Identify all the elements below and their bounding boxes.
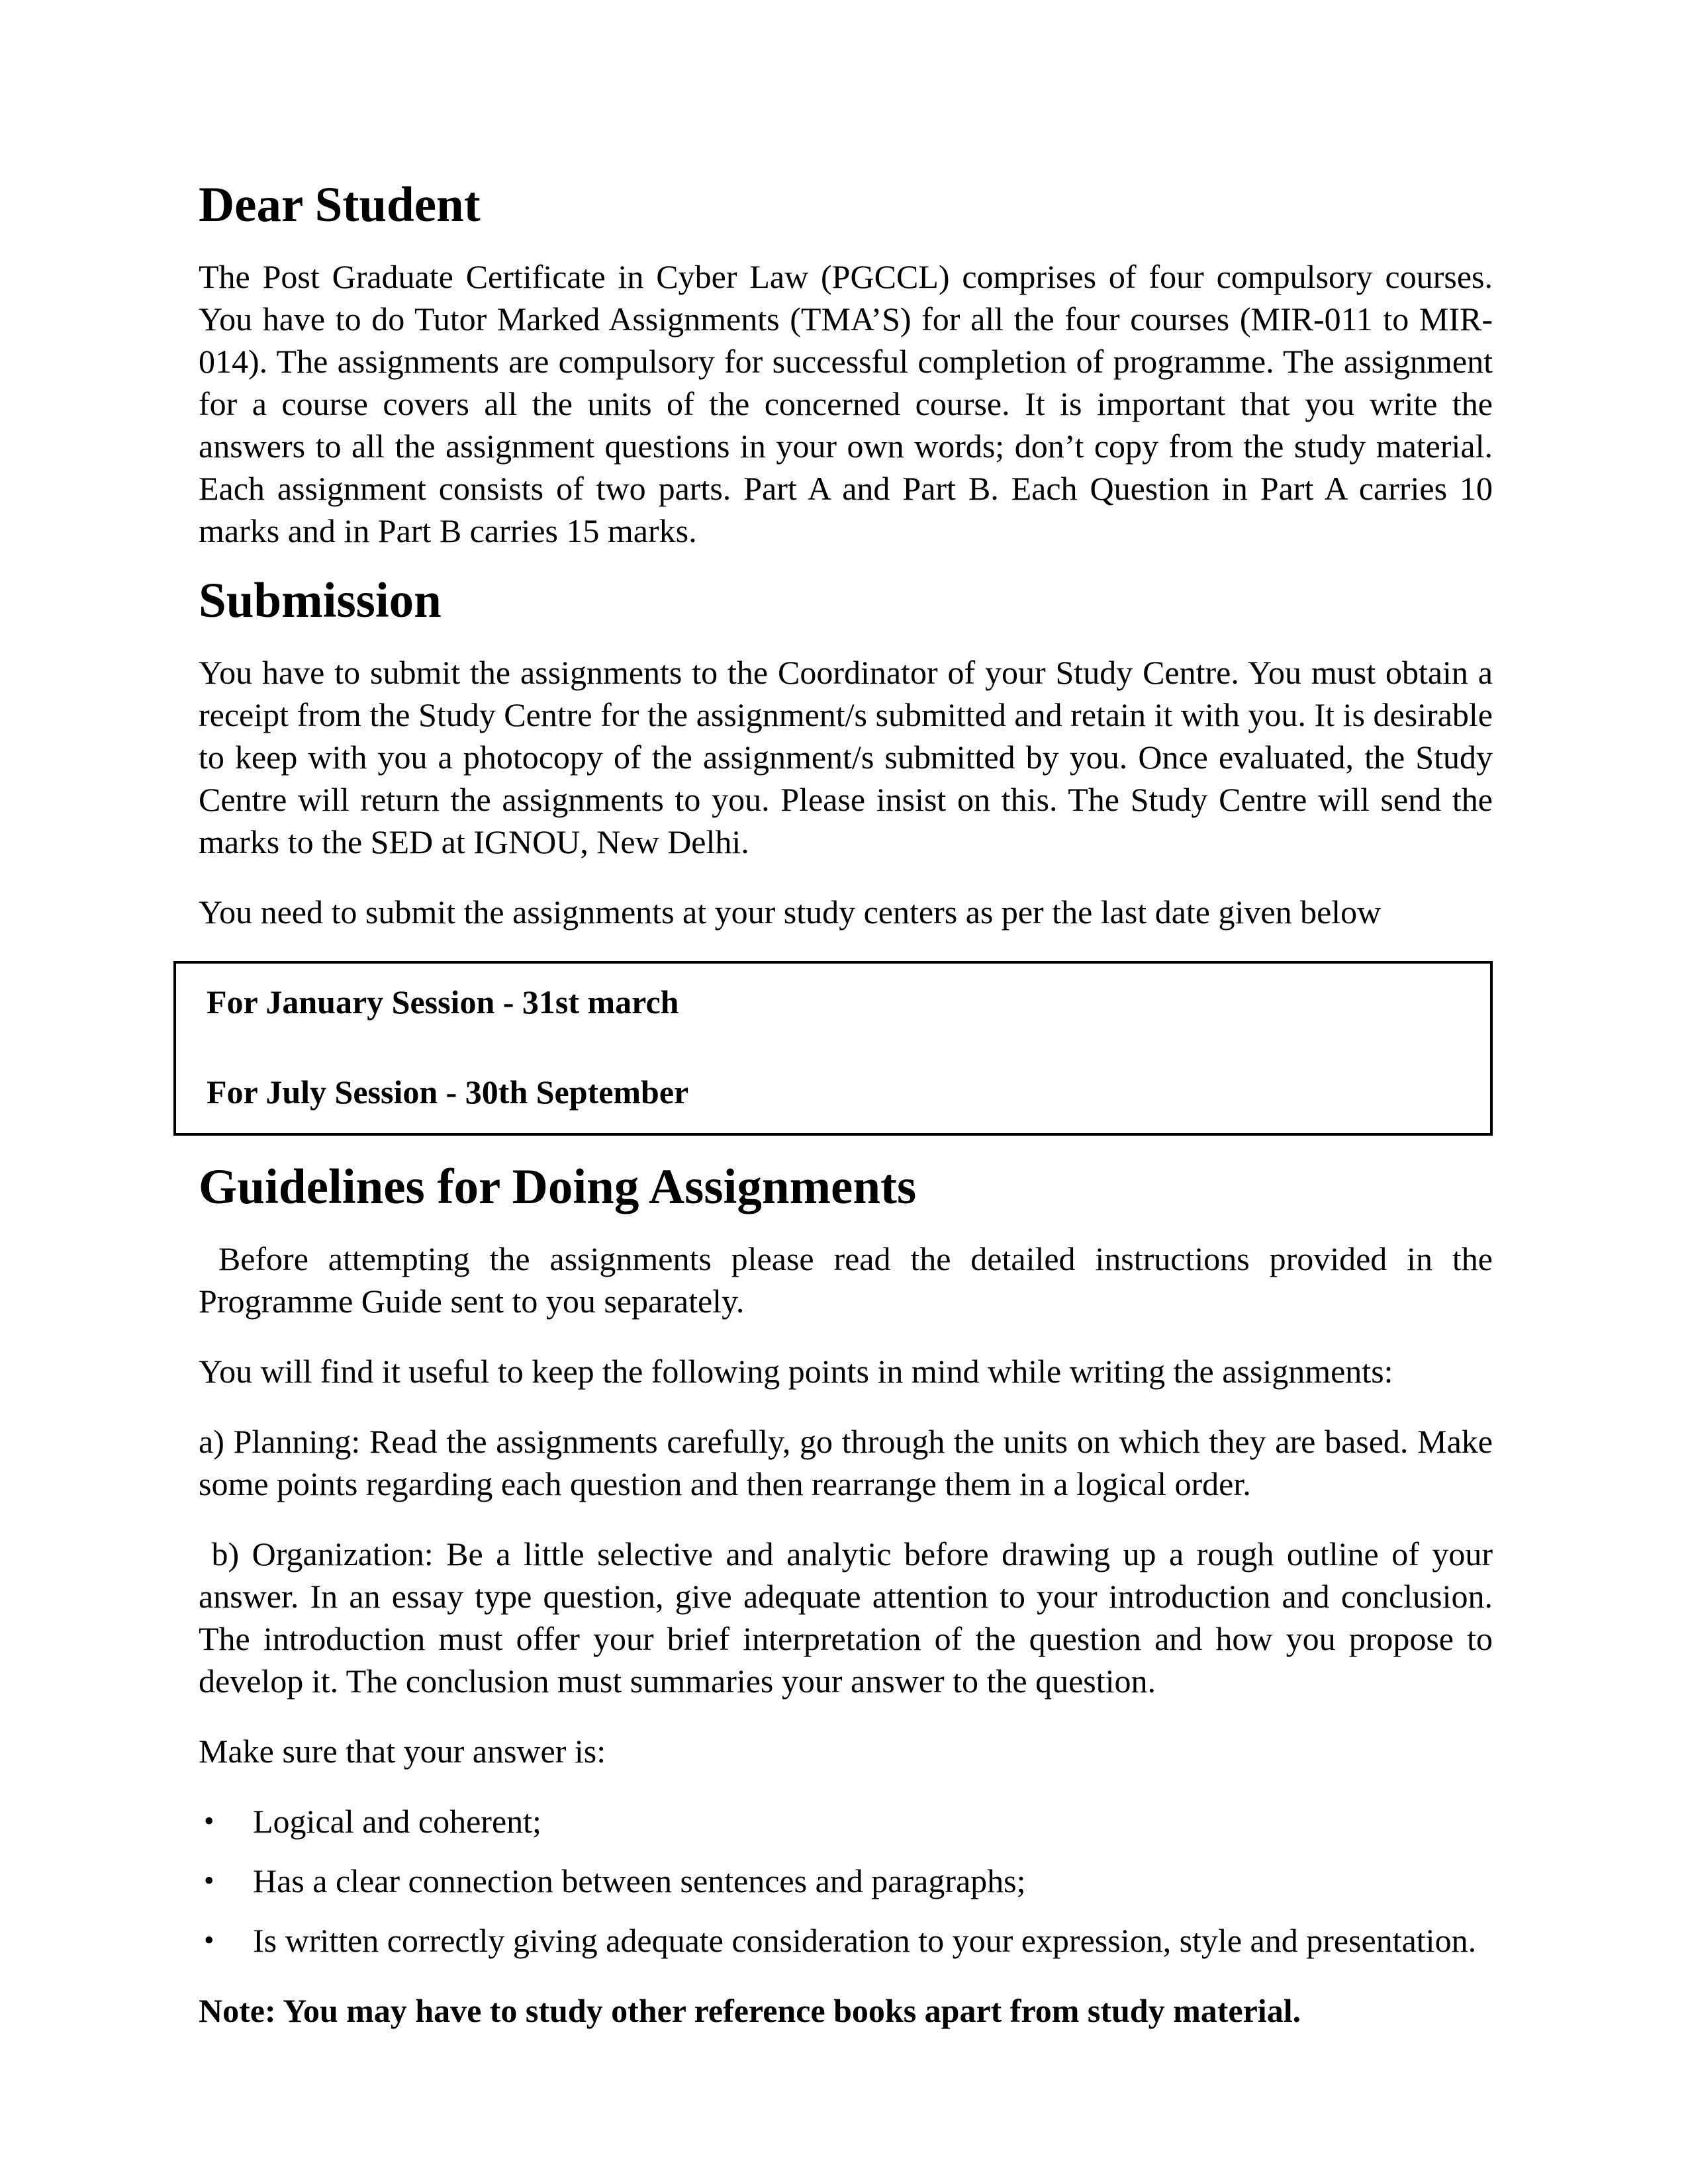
heading-guidelines: Guidelines for Doing Assignments (199, 1160, 917, 1214)
answer-criteria-list (199, 1800, 1493, 1962)
list-item (199, 1919, 1493, 1962)
july-session-deadline: For July Session - 30th September (207, 1073, 689, 1111)
bullet-icon: • (204, 1805, 214, 1837)
list-item-text: Logical and coherent; (253, 1803, 541, 1840)
paragraph-useful-points: You will find it useful to keep the following points in mind while writing the assignments: (199, 1353, 1393, 1390)
session-deadline-box (173, 961, 1493, 1136)
paragraph-planning: a) Planning: Read the assignments carefully, go through the units on which they are based. Make some points regarding each question and then rearrange them in a logical order. (199, 1423, 1501, 1502)
list-item (199, 1860, 1493, 1902)
paragraph-submission: You have to submit the assignments to the Coordinator of your Study Centre. You must obtain a receipt from the Study Centre for the assignment/s submitted and retain it with you. It is desirable to keep with you a photocopy of the assignment/s submitted by you. Once evaluated, the Study Centre will return the assignments to you. Please insist on this. The Study Centre will send the marks to the SED at IGNOU, New Delhi. (199, 654, 1501, 860)
paragraph-intro: The Post Graduate Certificate in Cyber Law (PGCCL) comprises of four compulsory courses. You have to do Tutor Marked Assignments (TMA’S) for all the four courses (MIR-011 to MIR-014). The assignments are compulsory for successful completion of programme. The assignment for a course covers all the units of the concerned course. It is important that you write the answers to all the assignment questions in your own words; don’t copy from the study material. Each assignment consists of two parts. Part A and Part B. Each Question in Part A carries 10 marks and in Part B carries 15 marks. (199, 258, 1501, 549)
bullet-icon: • (204, 1864, 214, 1897)
paragraph-make-sure: Make sure that your answer is: (199, 1733, 606, 1770)
paragraph-before-attempting: Before attempting the assignments please read the detailed instructions provided in the Programme Guide sent to you separately. (199, 1240, 1501, 1320)
paragraph-last-date: You need to submit the assignments at your study centers as per the last date given below (199, 893, 1382, 931)
list-item-text: Has a clear connection between sentences and paragraphs; (253, 1862, 1026, 1899)
list-item (199, 1800, 1493, 1843)
heading-submission: Submission (199, 573, 442, 628)
january-session-deadline: For January Session - 31st march (207, 983, 679, 1021)
bullet-icon: • (204, 1924, 214, 1956)
paragraph-organization: b) Organization: Be a little selective and analytic before drawing up a rough outline of your answer. In an essay type question, give adequate attention to your introduction and conclusion. The introduction must offer your brief interpretation of the question and how you propose to develop it. The conclusion must summaries your answer to the question. (199, 1535, 1501, 1700)
heading-dear-student: Dear Student (199, 177, 481, 232)
list-item-text: Is written correctly giving adequate consideration to your expression, style and presentation. (253, 1922, 1477, 1959)
note-reference-books: Note: You may have to study other reference books apart from study material. (199, 1992, 1301, 2029)
